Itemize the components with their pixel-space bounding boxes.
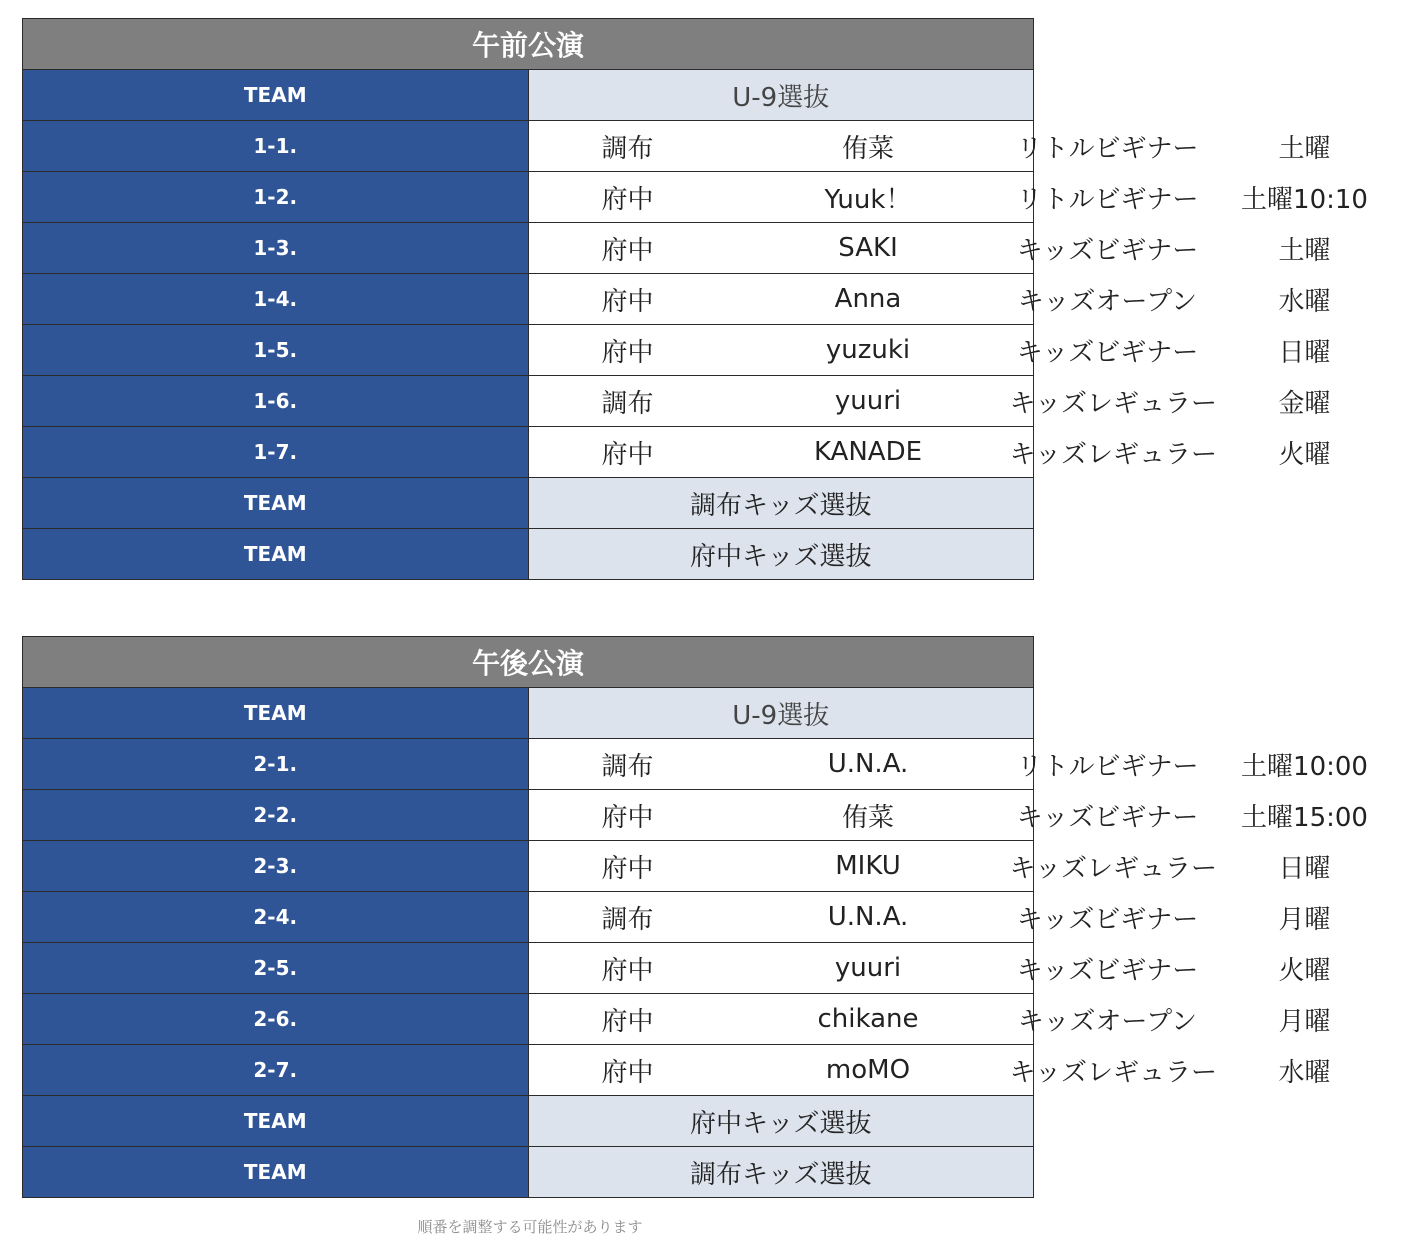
row-day: 水曜 bbox=[1278, 286, 1331, 317]
team-name: 調布キッズ選抜 bbox=[528, 478, 1034, 529]
schedule-row bbox=[23, 121, 1034, 172]
schedule-row bbox=[23, 223, 1034, 274]
row-venue: 調布 bbox=[601, 904, 654, 935]
row-category: キッズビギナー bbox=[1016, 235, 1199, 266]
team-row bbox=[23, 478, 1034, 529]
row-venue: 府中 bbox=[601, 802, 654, 833]
row-details bbox=[528, 172, 1368, 223]
row-code: 2-3. bbox=[23, 841, 529, 892]
morning-schedule bbox=[22, 18, 1368, 580]
team-row bbox=[23, 1147, 1034, 1198]
row-performer: 侑菜 bbox=[841, 133, 894, 164]
section-title: 午前公演 bbox=[23, 19, 1034, 70]
row-category: キッズオープン bbox=[1017, 1006, 1198, 1037]
row-details bbox=[528, 223, 1331, 274]
row-category: キッズビギナー bbox=[1016, 904, 1199, 935]
schedule-row bbox=[23, 427, 1034, 478]
row-code: 2-1. bbox=[23, 739, 529, 790]
row-venue: 府中 bbox=[601, 1006, 654, 1037]
footnote: 順番を調整する可能性があります bbox=[417, 1218, 643, 1236]
row-day: 日曜 bbox=[1278, 337, 1331, 368]
team-row bbox=[23, 688, 1034, 739]
row-venue: 調布 bbox=[601, 751, 654, 782]
team-label: TEAM bbox=[23, 1147, 529, 1198]
row-venue: 府中 bbox=[601, 286, 654, 317]
team-label: TEAM bbox=[23, 478, 529, 529]
team-row bbox=[23, 1096, 1034, 1147]
row-details bbox=[528, 841, 1331, 892]
team-row bbox=[23, 70, 1034, 121]
row-details bbox=[528, 790, 1368, 841]
row-category: リトルビギナー bbox=[1016, 184, 1199, 215]
schedule-row bbox=[23, 943, 1034, 994]
team-name: U-9選抜 bbox=[528, 70, 1034, 121]
row-category: リトルビギナー bbox=[1016, 751, 1199, 782]
schedule-row bbox=[23, 274, 1034, 325]
row-details bbox=[528, 1045, 1331, 1096]
row-code: 2-5. bbox=[23, 943, 529, 994]
row-performer: U.N.A. bbox=[827, 749, 909, 779]
team-label: TEAM bbox=[23, 688, 529, 739]
schedule-row bbox=[23, 739, 1034, 790]
row-code: 1-5. bbox=[23, 325, 529, 376]
row-performer: chikane bbox=[817, 1004, 919, 1034]
row-performer: yuuri bbox=[834, 953, 902, 983]
team-label: TEAM bbox=[23, 70, 529, 121]
row-venue: 府中 bbox=[601, 1057, 654, 1088]
row-details bbox=[528, 427, 1331, 478]
row-details bbox=[528, 121, 1331, 172]
row-day: 土曜 bbox=[1278, 133, 1331, 164]
row-category: キッズビギナー bbox=[1016, 955, 1199, 986]
row-code: 1-6. bbox=[23, 376, 529, 427]
schedule-row bbox=[23, 1045, 1034, 1096]
row-details bbox=[528, 325, 1331, 376]
morning-table bbox=[22, 18, 1368, 580]
row-day: 日曜 bbox=[1278, 853, 1331, 884]
row-performer: Yuuk！ bbox=[824, 184, 912, 215]
schedule-row bbox=[23, 172, 1034, 223]
row-day: 土曜10:10 bbox=[1241, 184, 1368, 215]
schedule-row bbox=[23, 325, 1034, 376]
row-details bbox=[528, 739, 1368, 790]
row-day: 火曜 bbox=[1278, 439, 1331, 470]
row-venue: 調布 bbox=[601, 388, 654, 419]
row-code: 2-7. bbox=[23, 1045, 529, 1096]
row-day: 土曜10:00 bbox=[1241, 751, 1368, 782]
team-name: 府中キッズ選抜 bbox=[528, 529, 1034, 580]
row-category: キッズレギュラー bbox=[1009, 388, 1217, 419]
row-details bbox=[528, 943, 1331, 994]
row-code: 1-3. bbox=[23, 223, 529, 274]
row-details bbox=[528, 376, 1331, 427]
schedule-row bbox=[23, 841, 1034, 892]
row-details bbox=[528, 892, 1331, 943]
row-category: キッズビギナー bbox=[1016, 802, 1199, 833]
row-code: 1-1. bbox=[23, 121, 529, 172]
schedule-row bbox=[23, 790, 1034, 841]
schedule-row bbox=[23, 376, 1034, 427]
row-performer: yuuri bbox=[834, 386, 902, 416]
row-day: 月曜 bbox=[1278, 904, 1331, 935]
row-venue: 府中 bbox=[601, 235, 654, 266]
row-category: キッズレギュラー bbox=[1009, 439, 1217, 470]
row-code: 1-7. bbox=[23, 427, 529, 478]
row-category: リトルビギナー bbox=[1016, 133, 1199, 164]
afternoon-schedule bbox=[22, 636, 1368, 1198]
team-label: TEAM bbox=[23, 1096, 529, 1147]
row-venue: 府中 bbox=[601, 439, 654, 470]
team-name: 府中キッズ選抜 bbox=[528, 1096, 1034, 1147]
row-performer: 侑菜 bbox=[841, 802, 894, 833]
row-code: 2-6. bbox=[23, 994, 529, 1045]
row-category: キッズオープン bbox=[1017, 286, 1198, 317]
row-day: 金曜 bbox=[1278, 388, 1331, 419]
team-label: TEAM bbox=[23, 529, 529, 580]
row-performer: MIKU bbox=[835, 851, 901, 881]
row-code: 2-4. bbox=[23, 892, 529, 943]
row-performer: KANADE bbox=[813, 437, 923, 467]
row-performer: SAKI bbox=[838, 233, 898, 263]
schedule-row bbox=[23, 994, 1034, 1045]
row-details bbox=[528, 994, 1331, 1045]
row-venue: 府中 bbox=[601, 337, 654, 368]
row-category: キッズレギュラー bbox=[1009, 853, 1217, 884]
team-name: 調布キッズ選抜 bbox=[528, 1147, 1034, 1198]
row-day: 土曜15:00 bbox=[1241, 802, 1368, 833]
row-venue: 府中 bbox=[601, 184, 654, 215]
row-code: 2-2. bbox=[23, 790, 529, 841]
row-performer: yuzuki bbox=[825, 335, 911, 365]
row-category: キッズレギュラー bbox=[1009, 1057, 1217, 1088]
row-venue: 府中 bbox=[601, 853, 654, 884]
schedule-row bbox=[23, 892, 1034, 943]
row-code: 1-4. bbox=[23, 274, 529, 325]
section-title: 午後公演 bbox=[23, 637, 1034, 688]
row-venue: 調布 bbox=[601, 133, 654, 164]
row-performer: U.N.A. bbox=[827, 902, 909, 932]
row-day: 水曜 bbox=[1278, 1057, 1331, 1088]
afternoon-table bbox=[22, 636, 1368, 1198]
row-performer: Anna bbox=[834, 284, 902, 314]
row-day: 火曜 bbox=[1278, 955, 1331, 986]
row-venue: 府中 bbox=[601, 955, 654, 986]
row-performer: moMO bbox=[825, 1055, 911, 1085]
team-name: U-9選抜 bbox=[528, 688, 1034, 739]
row-day: 土曜 bbox=[1278, 235, 1331, 266]
row-code: 1-2. bbox=[23, 172, 529, 223]
team-row bbox=[23, 529, 1034, 580]
row-category: キッズビギナー bbox=[1016, 337, 1199, 368]
row-details bbox=[528, 274, 1331, 325]
row-day: 月曜 bbox=[1278, 1006, 1331, 1037]
